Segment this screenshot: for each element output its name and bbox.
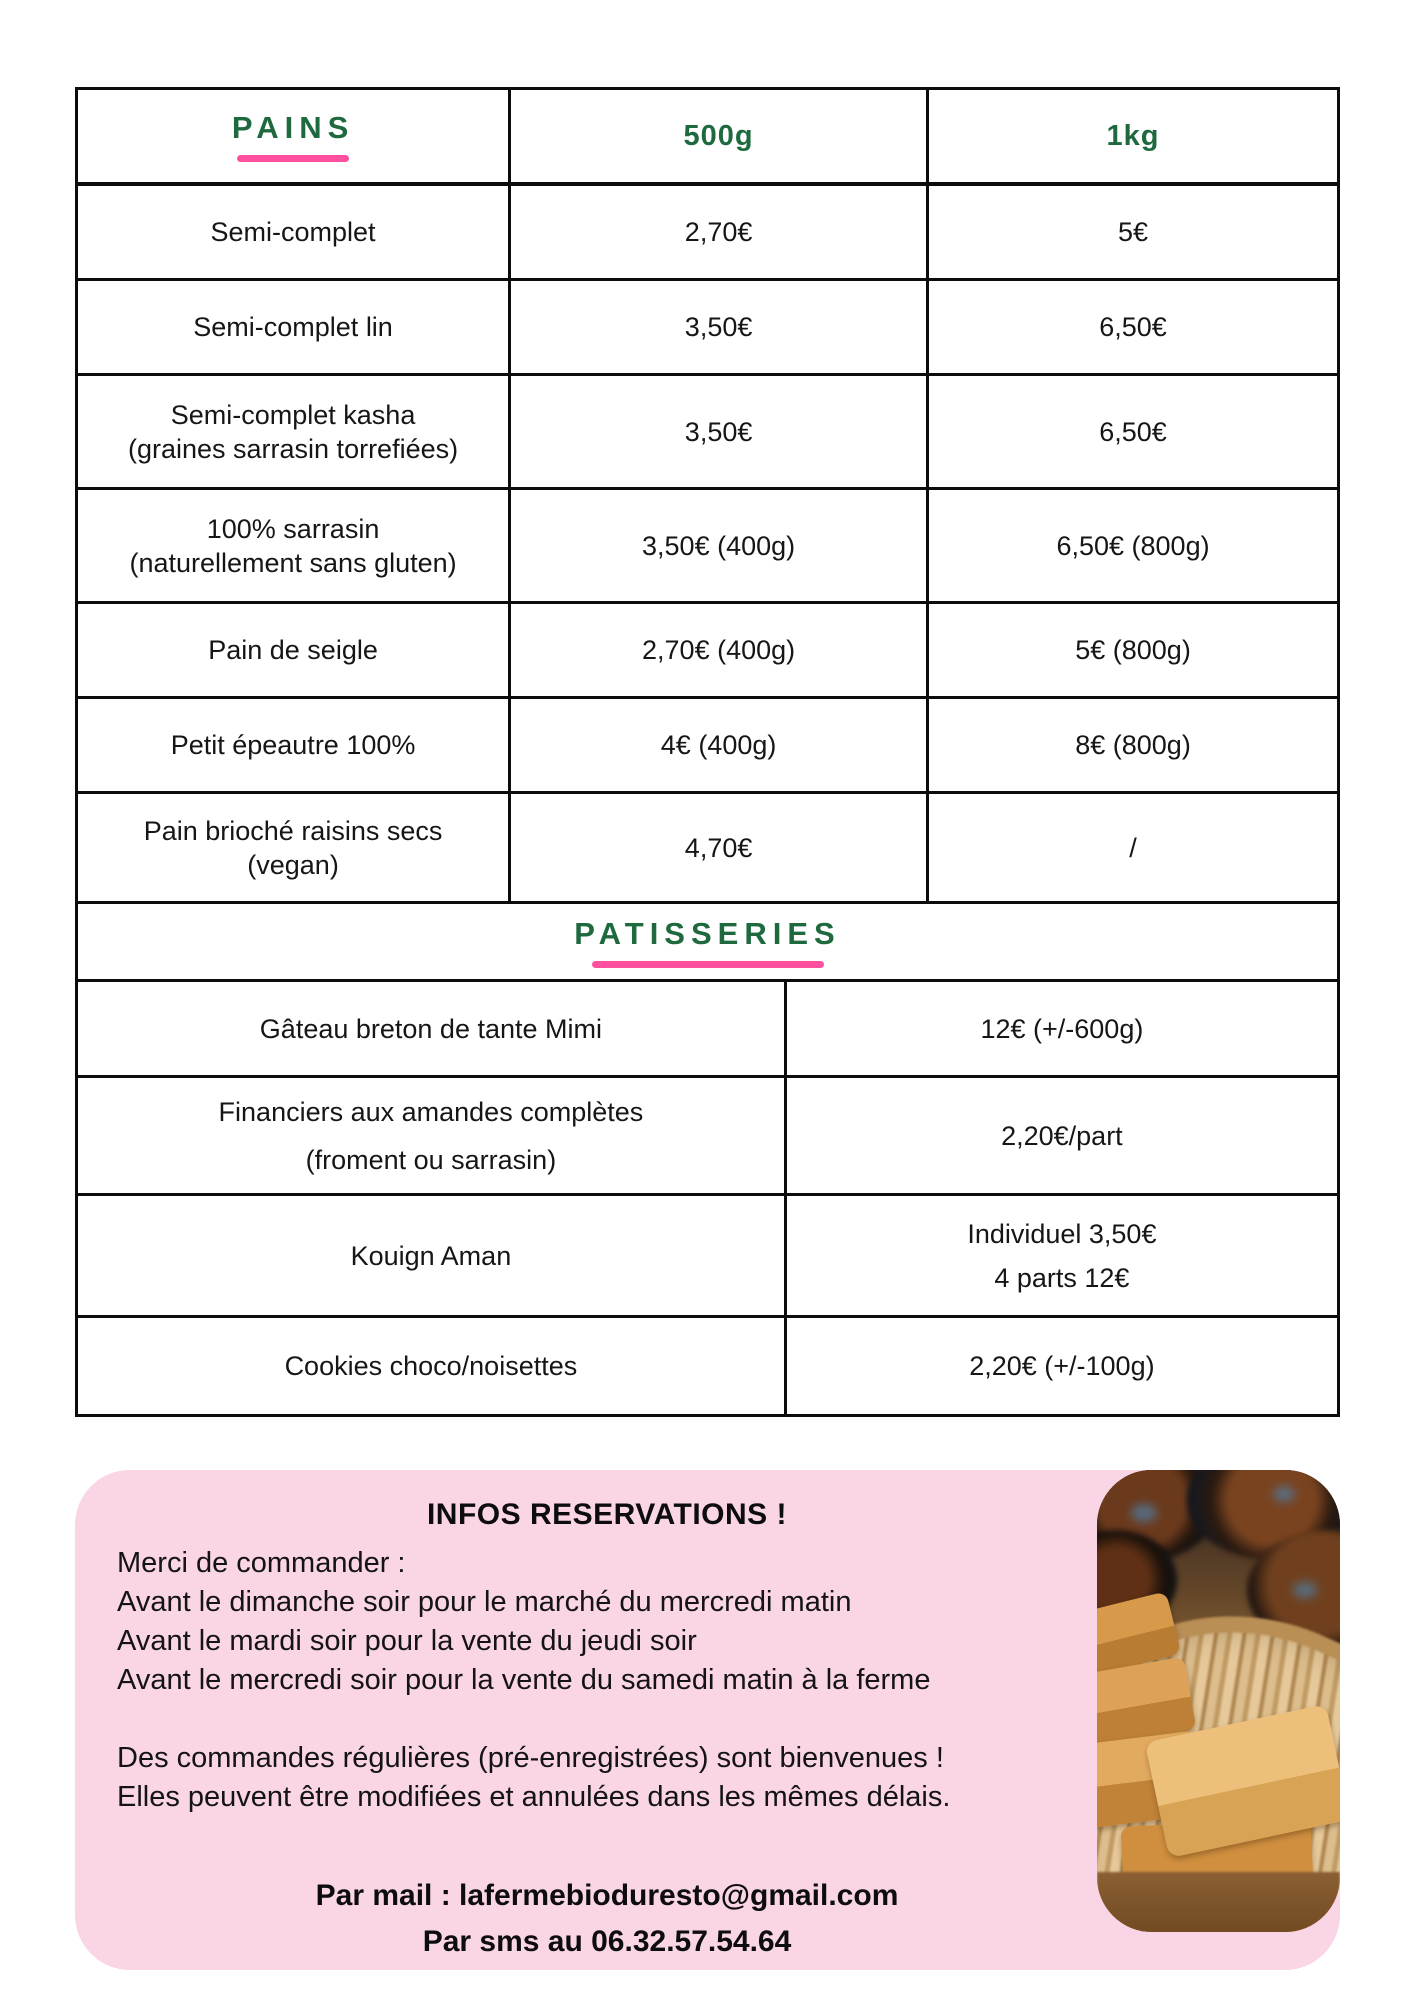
info-line: Elles peuvent être modifiées et annulées dans les mêmes délais. — [117, 1781, 951, 1813]
product-name-line1: Semi-complet kasha — [170, 399, 416, 430]
product-name: Petit épeautre 100% — [78, 699, 511, 791]
pains-header-row — [78, 90, 1337, 186]
price-500g: 3,50€ (400g) — [511, 490, 929, 601]
product-name-line2: (naturellement sans gluten) — [129, 547, 457, 578]
product-name — [78, 1078, 787, 1193]
patisseries-header-row — [78, 904, 1337, 982]
product-name: Cookies choco/noisettes — [78, 1318, 787, 1414]
price-500g: 4,70€ — [511, 794, 929, 901]
price — [787, 1196, 1337, 1315]
contact-mail: Par mail : lafermebioduresto@gmail.com — [315, 1879, 899, 1912]
table-row — [78, 1196, 1337, 1318]
table-row — [78, 1318, 1337, 1414]
table-row — [78, 186, 1337, 281]
price-table — [75, 87, 1340, 1417]
info-line: Merci de commander : — [117, 1547, 406, 1579]
product-name-line1: 100% sarrasin — [206, 513, 380, 544]
product-name-line2: (froment ou sarrasin) — [305, 1144, 557, 1175]
product-name-line2: (vegan) — [247, 849, 339, 880]
price: 2,20€/part — [1001, 1120, 1123, 1151]
info-line: Avant le mardi soir pour la vente du jeudi soir — [117, 1625, 697, 1657]
price-500g: 2,70€ (400g) — [511, 604, 929, 696]
photo-highlight — [1293, 1582, 1317, 1598]
table-row — [78, 1078, 1337, 1196]
table-row — [78, 281, 1337, 376]
product-name: Semi-complet lin — [78, 281, 511, 373]
col-header-500g: 500g — [511, 90, 929, 182]
info-line: Des commandes régulières (pré-enregistrées) sont bienvenues ! — [117, 1742, 944, 1774]
patisseries-underline — [592, 961, 824, 968]
photo-highlight — [1273, 1486, 1295, 1502]
table-row — [78, 604, 1337, 699]
info-line: Avant le mercredi soir pour la vente du samedi matin à la ferme — [117, 1664, 931, 1696]
price-1kg: 8€ (800g) — [1075, 730, 1191, 760]
price-1kg: / — [1129, 832, 1137, 863]
price-1kg: 6,50€ (800g) — [1056, 530, 1210, 561]
patisseries-title: PATISSERIES — [574, 915, 841, 951]
info-lines — [117, 1544, 1097, 1817]
price-line1: Individuel 3,50€ — [967, 1218, 1157, 1249]
product-name: Semi-complet — [78, 186, 511, 278]
info-line: Avant le dimanche soir pour le marché du mercredi matin — [117, 1586, 852, 1618]
pains-title: PAINS — [231, 110, 355, 145]
product-name — [78, 794, 511, 901]
photo-highlight — [1131, 1504, 1157, 1522]
photo-financiers — [1097, 1470, 1340, 1932]
table-row — [78, 376, 1337, 490]
pains-header-cell — [78, 90, 511, 182]
price-500g: 3,50€ — [511, 281, 929, 373]
reservation-info-box — [75, 1470, 1340, 1970]
table-row — [78, 794, 1337, 904]
contact-block — [117, 1873, 1097, 1965]
product-name: Kouign Aman — [78, 1196, 787, 1315]
product-name: Pain de seigle — [78, 604, 511, 696]
price: 12€ (+/-600g) — [980, 1013, 1144, 1044]
product-name-line2: (graines sarrasin torrefiées) — [127, 433, 459, 464]
price-500g: 4€ (400g) — [511, 699, 929, 791]
product-name-line1: Pain brioché raisins secs — [143, 815, 443, 846]
product-name: Gâteau breton de tante Mimi — [78, 982, 787, 1075]
price-1kg: 5€ — [1118, 217, 1149, 247]
patisseries-header-cell — [78, 904, 1337, 979]
product-name — [78, 376, 511, 487]
pains-underline — [237, 155, 349, 162]
price: 2,20€ (+/-100g) — [969, 1351, 1155, 1381]
price-1kg: 6,50€ — [1099, 416, 1167, 447]
price-1kg: 5€ (800g) — [1075, 635, 1191, 665]
contact-sms: Par sms au 06.32.57.54.64 — [422, 1925, 792, 1958]
reservation-info-text — [117, 1470, 1097, 1965]
price-500g: 3,50€ — [511, 376, 929, 487]
product-name-line1: Financiers aux amandes complètes — [218, 1096, 644, 1127]
price-1kg: 6,50€ — [1099, 312, 1167, 342]
price-line2: 4 parts 12€ — [994, 1262, 1130, 1293]
table-row — [78, 982, 1337, 1078]
table-row — [78, 699, 1337, 794]
product-name — [78, 490, 511, 601]
info-title: INFOS RESERVATIONS ! — [426, 1498, 788, 1531]
table-row — [78, 490, 1337, 604]
photo-wood-table — [1097, 1872, 1340, 1932]
col-header-1kg: 1kg — [1106, 119, 1160, 152]
price-500g: 2,70€ — [511, 186, 929, 278]
